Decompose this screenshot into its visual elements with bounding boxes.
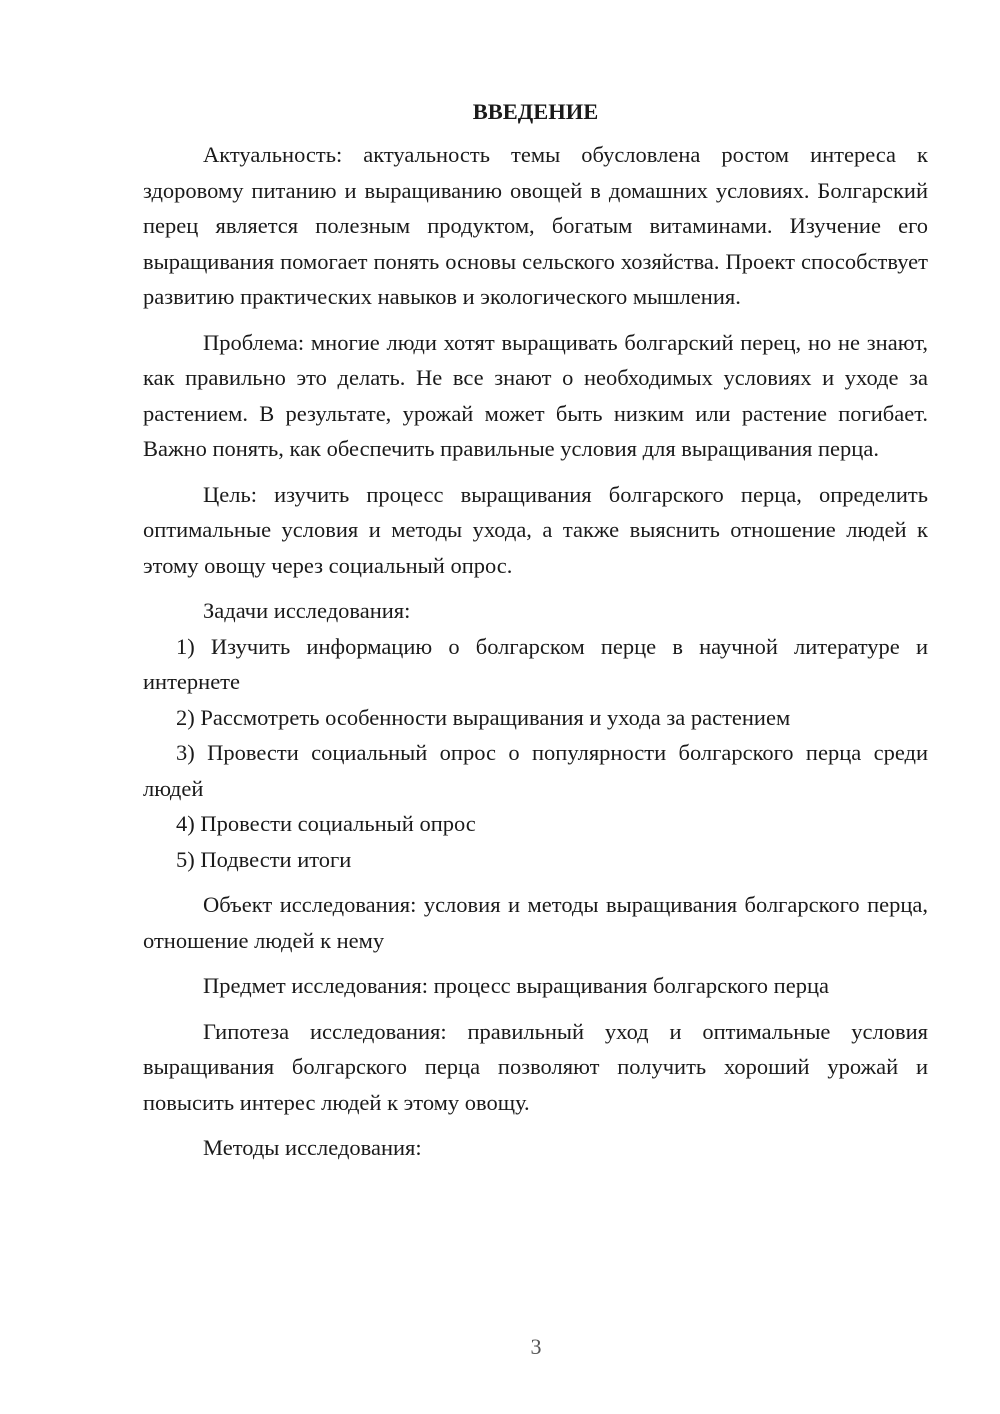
task-item-1: 1) Изучить информацию о болгарском перце в научной литературе и интернете — [143, 633, 928, 694]
subject-paragraph: Предмет исследования: процесс выращивания болгарского перца — [203, 973, 829, 998]
task-item-5: 5) Подвести итоги — [176, 846, 352, 872]
object-paragraph: Объект исследования: условия и методы выращивания болгарского перца, отношение людей к нему — [143, 892, 928, 953]
tasks-title: Задачи исследования: — [203, 598, 411, 623]
page-content — [143, 94, 928, 1166]
task-item-2: 2) Рассмотреть особенности выращивания и ухода за растением — [176, 704, 791, 730]
page-number: 3 — [530, 1334, 542, 1359]
goal-paragraph: Цель: изучить процесс выращивания болгарского перца, определить оптимальные условия и методы ухода, а также выяснить отношение людей к этому овощу через социальный опрос. — [143, 481, 928, 578]
problem-paragraph: Проблема: многие люди хотят выращивать болгарский перец, но не знают, как правильно это делать. Не все знают о необходимых условиях и уходе за растением. В результате, урожай может быть низким или растение погибает. Важно понять, как обеспечить правильные условия для выращивания перца. — [143, 329, 928, 461]
relevance-paragraph: Актуальность: актуальность темы обусловлена ростом интереса к здоровому питанию и выращиванию овощей в домашних условиях. Болгарский перец является полезным продуктом, богатым витаминами. Изучение его выращивания помогает понять основы сельского хозяйства. Проект способствует развитию практических навыков и экологического мышления. — [143, 142, 928, 309]
task-item-4: 4) Провести социальный опрос — [176, 811, 476, 836]
task-item-3: 3) Провести социальный опрос о популярности болгарского перца среди людей — [143, 740, 928, 801]
methods-title: Методы исследования: — [203, 1135, 422, 1160]
hypothesis-paragraph: Гипотеза исследования: правильный уход и оптимальные условия выращивания болгарского перца позволяют получить хороший урожай и повысить интерес людей к этому овощу. — [143, 1018, 928, 1115]
page-heading: ВВЕДЕНИЕ — [472, 99, 599, 124]
